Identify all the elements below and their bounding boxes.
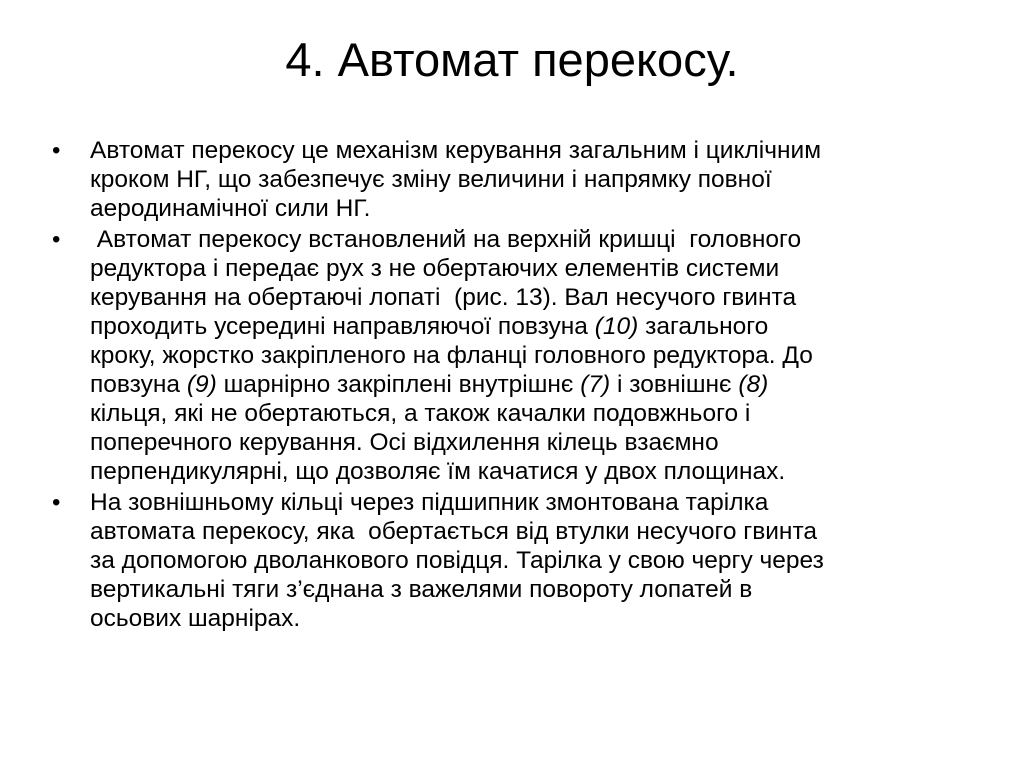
text-run: вертикальні тяги з’єднана з важелями повороту лопатей в [90,576,753,603]
figure-reference: (8) [738,371,769,398]
bullet-line [90,488,970,517]
text-run: На зовнішньому кільці через підшипник змонтована тарілка [90,489,769,516]
bullet-line [90,517,970,546]
text-run: за допомогою дволанкового повідця. Тарілка у свою чергу через [90,547,824,574]
bullet-text [90,136,970,223]
text-run: поперечного керування. Осі відхилення кілець взаємно [90,429,719,456]
bullet-line [90,399,970,428]
bullet-line [90,370,970,399]
text-run: редуктора і передає рух з не обертаючих елементів системи [90,255,780,282]
bullet-line [90,604,970,633]
bullet-dot-icon: • [52,489,61,516]
figure-reference: (7) [580,371,611,398]
figure-reference: (9) [186,371,217,398]
text-run: керування на обертаючі лопаті (рис. 13). Вал несучого гвинта [90,284,797,311]
text-run: автомата перекосу, яка обертається від втулки несучого гвинта [90,518,818,545]
bullet-item [50,488,970,633]
bullet-line [90,312,970,341]
text-run: і зовнішнє [610,371,739,398]
text-run: аеродинамічної сили НГ. [90,195,371,222]
text-run: повзуна [90,371,187,398]
bullet-list [50,136,970,635]
bullet-line [90,341,970,370]
bullet-line [90,575,970,604]
text-run: кроком НГ, що забезпечує зміну величини і напрямку повної [90,166,772,193]
bullet-line [90,546,970,575]
text-run: кільця, які не обертаються, а також качалки подовжнього і [90,400,751,427]
bullet-line [90,283,970,312]
text-run: кроку, жорстко закріпленого на фланці головного редуктора. До [90,342,813,369]
bullet-line [90,428,970,457]
bullet-item [50,136,970,223]
bullet-line [90,225,970,254]
bullet-text [90,488,970,633]
text-run: проходить усередині направляючої повзуна [90,313,595,340]
bullet-item [50,225,970,486]
slide-title: 4. Автомат перекосу. [285,33,739,86]
bullet-dot-icon: • [52,137,61,164]
text-run: Автомат перекосу встановлений на верхній кришці головного [90,226,802,253]
bullet-line [90,254,970,283]
figure-reference: (10) [594,313,639,340]
bullet-line [90,194,970,223]
text-run: загального [638,313,769,340]
bullet-line [90,136,970,165]
text-run: перпендикулярні, що дозволяє їм качатися у двох площинах. [90,458,786,485]
text-run: осьових шарнірах. [90,605,301,632]
bullet-text [90,225,970,486]
text-run: шарнірно закріплені внутрішнє [216,371,581,398]
bullet-line [90,165,970,194]
bullet-dot-icon: • [52,226,61,253]
text-run: Автомат перекосу це механізм керування загальним і циклічним [90,137,822,164]
bullet-line [90,457,970,486]
